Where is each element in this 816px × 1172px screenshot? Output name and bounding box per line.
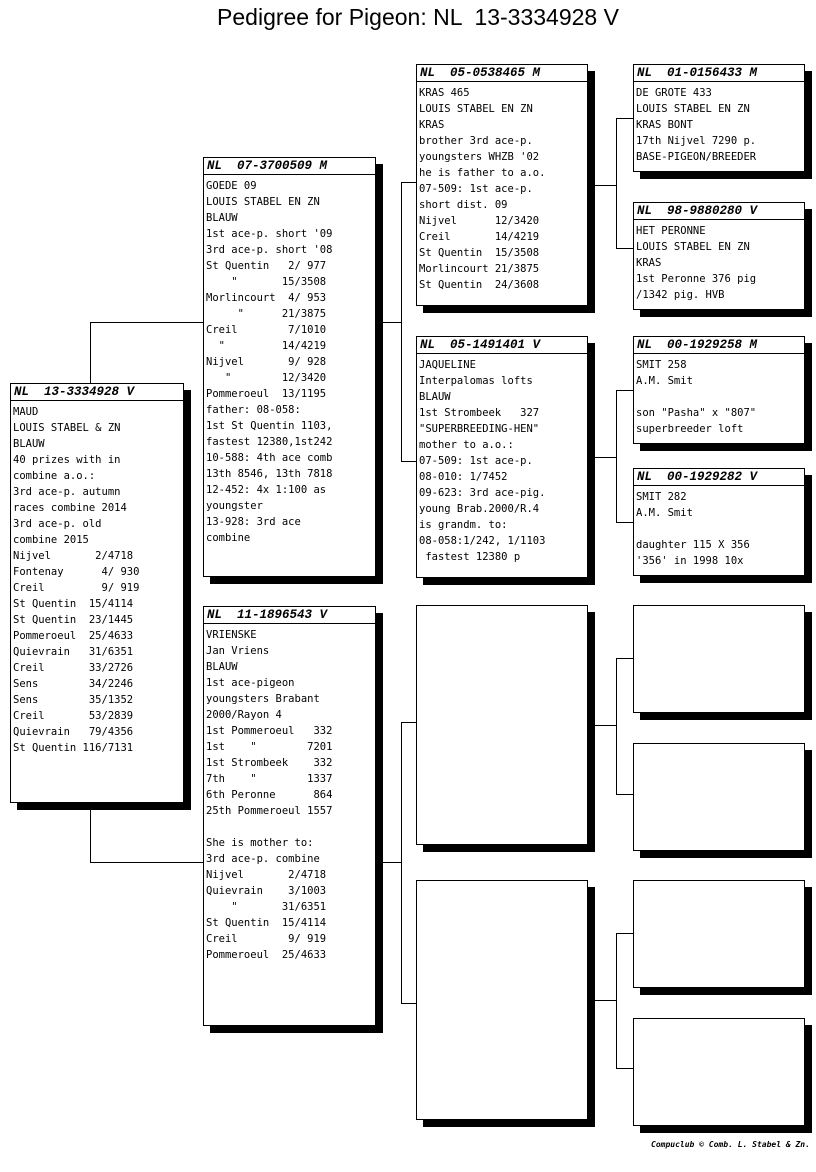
ring-number: NL 98-9880280 V	[634, 203, 804, 220]
ring-number: NL 00-1929258 M	[634, 337, 804, 354]
connector-line	[90, 322, 91, 384]
empty-great-grandparent-card	[633, 880, 805, 988]
great-grandparent-card	[633, 202, 805, 310]
ring-number: NL 01-0156433 M	[634, 65, 804, 82]
pedigree-line: " 14/4219	[206, 340, 327, 352]
pedigree-line: 1st Peronne 376 pig	[636, 273, 757, 285]
sire-card	[203, 157, 376, 577]
pedigree-line: youngster	[206, 500, 263, 512]
pedigree-line: BLAUW	[13, 438, 45, 450]
pedigree-line: 1st " 7201	[206, 741, 333, 753]
pedigree-line: " 15/3508	[206, 276, 327, 288]
pedigree-line: St Quentin 15/3508	[419, 247, 540, 259]
pedigree-line: 40 prizes with in	[13, 454, 121, 466]
subject-card	[10, 383, 184, 803]
ring-number: NL 13-3334928 V	[11, 384, 183, 401]
pedigree-line: LOUIS STABEL & ZN	[13, 422, 121, 434]
connector-line	[616, 118, 633, 119]
pedigree-line	[636, 521, 804, 537]
pedigree-line: BLAUW	[206, 661, 238, 673]
connector-line	[588, 457, 616, 458]
connector-line	[90, 862, 204, 863]
grandsire-card	[416, 64, 588, 306]
connector-line	[376, 862, 401, 863]
pedigree-line: 1st St Quentin 1103,	[206, 420, 333, 432]
pedigree-line: Morlincourt 21/3875	[419, 263, 540, 275]
pedigree-line: HET PERONNE	[636, 225, 706, 237]
pedigree-line: 3rd ace-p. combine	[206, 853, 320, 865]
connector-line	[401, 461, 417, 462]
pedigree-line: 17th Nijvel 7290 p.	[636, 135, 757, 147]
pedigree-line: LOUIS STABEL EN ZN	[206, 196, 320, 208]
pedigree-line: combine a.o.:	[13, 470, 96, 482]
connector-line	[616, 522, 633, 523]
pedigree-line: is grandm. to:	[419, 519, 508, 531]
pedigree-line: " 21/3875	[206, 308, 327, 320]
empty-granddam-card	[416, 880, 588, 1120]
connector-line	[616, 933, 633, 934]
great-grandparent-card	[633, 336, 805, 444]
pedigree-line: A.M. Smit	[636, 507, 693, 519]
pedigree-line: 1st Strombeek 332	[206, 757, 333, 769]
pedigree-line: 3rd ace-p. short '08	[206, 244, 333, 256]
pedigree-line: Sens 35/1352	[13, 694, 134, 706]
pedigree-line: Fontenay 4/ 930	[13, 566, 140, 578]
empty-great-grandparent-card	[633, 743, 805, 851]
connector-line	[90, 322, 204, 323]
empty-great-grandparent-card	[633, 1018, 805, 1126]
pedigree-line: son "Pasha" x "807"	[636, 407, 757, 419]
pedigree-line: 08-010: 1/7452	[419, 471, 508, 483]
pedigree-line: DE GROTE 433	[636, 87, 712, 99]
connector-line	[616, 1068, 633, 1069]
pedigree-line: 3rd ace-p. old	[13, 518, 102, 530]
pedigree-line: St Quentin 24/3608	[419, 279, 540, 291]
pedigree-line: St Quentin 15/4114	[13, 598, 134, 610]
pedigree-line: Creil 7/1010	[206, 324, 327, 336]
pedigree-line: Morlincourt 4/ 953	[206, 292, 327, 304]
pedigree-line: St Quentin 23/1445	[13, 614, 134, 626]
pedigree-line: MAUD	[13, 406, 39, 418]
connector-line	[616, 933, 617, 1069]
connector-line	[616, 794, 633, 795]
pedigree-line: Creil 9/ 919	[206, 933, 327, 945]
pedigree-line: 07-509: 1st ace-p.	[419, 183, 533, 195]
pedigree-line: 1st Strombeek 327	[419, 407, 540, 419]
pedigree-line: 07-509: 1st ace-p.	[419, 455, 533, 467]
pedigree-line: Pommeroeul 13/1195	[206, 388, 327, 400]
pedigree-line: combine 2015	[13, 534, 89, 546]
connector-line	[401, 722, 402, 1004]
pedigree-line: 13-928: 3rd ace	[206, 516, 301, 528]
pedigree-line: short dist. 09	[419, 199, 508, 211]
pedigree-line: LOUIS STABEL EN ZN	[419, 103, 533, 115]
connector-line	[616, 390, 617, 523]
pedigree-line: KRAS BONT	[636, 119, 693, 131]
pedigree-line: St Quentin 116/7131	[13, 742, 134, 754]
granddam-card	[416, 336, 588, 578]
pedigree-line: LOUIS STABEL EN ZN	[636, 103, 750, 115]
pedigree-line: '356' in 1998 10x	[636, 555, 744, 567]
pedigree-line: Nijvel 2/4718	[13, 550, 134, 562]
pedigree-line: "SUPERBREEDING-HEN"	[419, 423, 540, 435]
pedigree-line: Creil 14/4219	[419, 231, 540, 243]
ring-number: NL 05-1491401 V	[417, 337, 587, 354]
pedigree-line: daughter 115 X 356	[636, 539, 750, 551]
empty-great-grandparent-card	[633, 605, 805, 713]
pedigree-line	[636, 389, 804, 405]
pedigree-line: Interpalomas lofts	[419, 375, 533, 387]
pedigree-line: She is mother to:	[206, 837, 314, 849]
pedigree-line: Nijvel 9/ 928	[206, 356, 327, 368]
connector-line	[616, 390, 633, 391]
pedigree-line: fastest 12380 p	[419, 551, 521, 563]
pedigree-line: GOEDE 09	[206, 180, 257, 192]
pedigree-line: 1st ace-p. short '09	[206, 228, 333, 240]
pedigree-line: superbreeder loft	[636, 423, 744, 435]
pedigree-line: 3rd ace-p. autumn	[13, 486, 121, 498]
pedigree-line: St Quentin 2/ 977	[206, 260, 327, 272]
connector-line	[588, 1000, 616, 1001]
pedigree-line: Creil 53/2839	[13, 710, 134, 722]
connector-line	[588, 185, 616, 186]
great-grandparent-card	[633, 64, 805, 172]
pedigree-line: Creil 9/ 919	[13, 582, 140, 594]
pedigree-line: Quievrain 3/1003	[206, 885, 327, 897]
pedigree-line: KRAS	[636, 257, 662, 269]
pedigree-line: Nijvel 12/3420	[419, 215, 540, 227]
pedigree-line: Pommeroeul 25/4633	[206, 949, 327, 961]
pedigree-line: LOUIS STABEL EN ZN	[636, 241, 750, 253]
pedigree-line: Jan Vriens	[206, 645, 270, 657]
pedigree-line: 2000/Rayon 4	[206, 709, 282, 721]
pedigree-line: SMIT 258	[636, 359, 687, 371]
pedigree-line: Quievrain 79/4356	[13, 726, 134, 738]
pedigree-line: brother 3rd ace-p.	[419, 135, 533, 147]
pedigree-line: SMIT 282	[636, 491, 687, 503]
pedigree-line: Creil 33/2726	[13, 662, 134, 674]
copyright-footer: Compuclub © Comb. L. Stabel & Zn.	[651, 1140, 810, 1149]
dam-card	[203, 606, 376, 1026]
pedigree-line: Nijvel 2/4718	[206, 869, 327, 881]
ring-number: NL 07-3700509 M	[204, 158, 375, 175]
pedigree-line: JAQUELINE	[419, 359, 476, 371]
pedigree-line: 12-452: 4x 1:100 as	[206, 484, 327, 496]
pedigree-line: mother to a.o.:	[419, 439, 514, 451]
pedigree-line: Quievrain 31/6351	[13, 646, 134, 658]
pedigree-line: races combine 2014	[13, 502, 127, 514]
great-grandparent-card	[633, 468, 805, 576]
pedigree-line: St Quentin 15/4114	[206, 917, 327, 929]
pedigree-line: " 12/3420	[206, 372, 327, 384]
pedigree-line: A.M. Smit	[636, 375, 693, 387]
connector-line	[90, 803, 91, 863]
connector-line	[401, 1003, 417, 1004]
connector-line	[616, 658, 633, 659]
connector-line	[376, 322, 401, 323]
pedigree-line: fastest 12380,1st242	[206, 436, 333, 448]
pedigree-line: /1342 pig. HVB	[636, 289, 725, 301]
connector-line	[616, 248, 633, 249]
pedigree-line: youngsters WHZB '02	[419, 151, 540, 163]
pedigree-line	[206, 819, 375, 835]
pedigree-line: youngsters Brabant	[206, 693, 320, 705]
pedigree-line: BLAUW	[419, 391, 451, 403]
page-title: Pedigree for Pigeon: NL 13-3334928 V	[217, 4, 619, 30]
pedigree-line: Sens 34/2246	[13, 678, 134, 690]
pedigree-line: 6th Peronne 864	[206, 789, 333, 801]
connector-line	[588, 725, 616, 726]
connector-line	[401, 182, 402, 462]
pedigree-line: 13th 8546, 13th 7818	[206, 468, 333, 480]
pedigree-line: 25th Pommeroeul 1557	[206, 805, 333, 817]
ring-number: NL 05-0538465 M	[417, 65, 587, 82]
empty-grandsire-card	[416, 605, 588, 845]
pedigree-line: 1st Pommeroeul 332	[206, 725, 333, 737]
ring-number: NL 11-1896543 V	[204, 607, 375, 624]
pedigree-line: young Brab.2000/R.4	[419, 503, 540, 515]
pedigree-line: VRIENSKE	[206, 629, 257, 641]
pedigree-line: 1st ace-pigeon	[206, 677, 295, 689]
pedigree-line: BASE-PIGEON/BREEDER	[636, 151, 757, 163]
pedigree-line: 10-588: 4th ace comb	[206, 452, 333, 464]
connector-line	[616, 658, 617, 795]
pedigree-line: 7th " 1337	[206, 773, 333, 785]
connector-line	[401, 182, 417, 183]
pedigree-line: Pommeroeul 25/4633	[13, 630, 134, 642]
pedigree-line: BLAUW	[206, 212, 238, 224]
connector-line	[616, 118, 617, 249]
pedigree-line: he is father to a.o.	[419, 167, 546, 179]
pedigree-line: " 31/6351	[206, 901, 327, 913]
ring-number: NL 00-1929282 V	[634, 469, 804, 486]
pedigree-line: 08-058:1/242, 1/1103	[419, 535, 546, 547]
pedigree-line: father: 08-058:	[206, 404, 301, 416]
pedigree-line: combine	[206, 532, 251, 544]
pedigree-line: KRAS	[419, 119, 445, 131]
connector-line	[401, 722, 417, 723]
pedigree-line: KRAS 465	[419, 87, 470, 99]
pedigree-line: 09-623: 3rd ace-pig.	[419, 487, 546, 499]
